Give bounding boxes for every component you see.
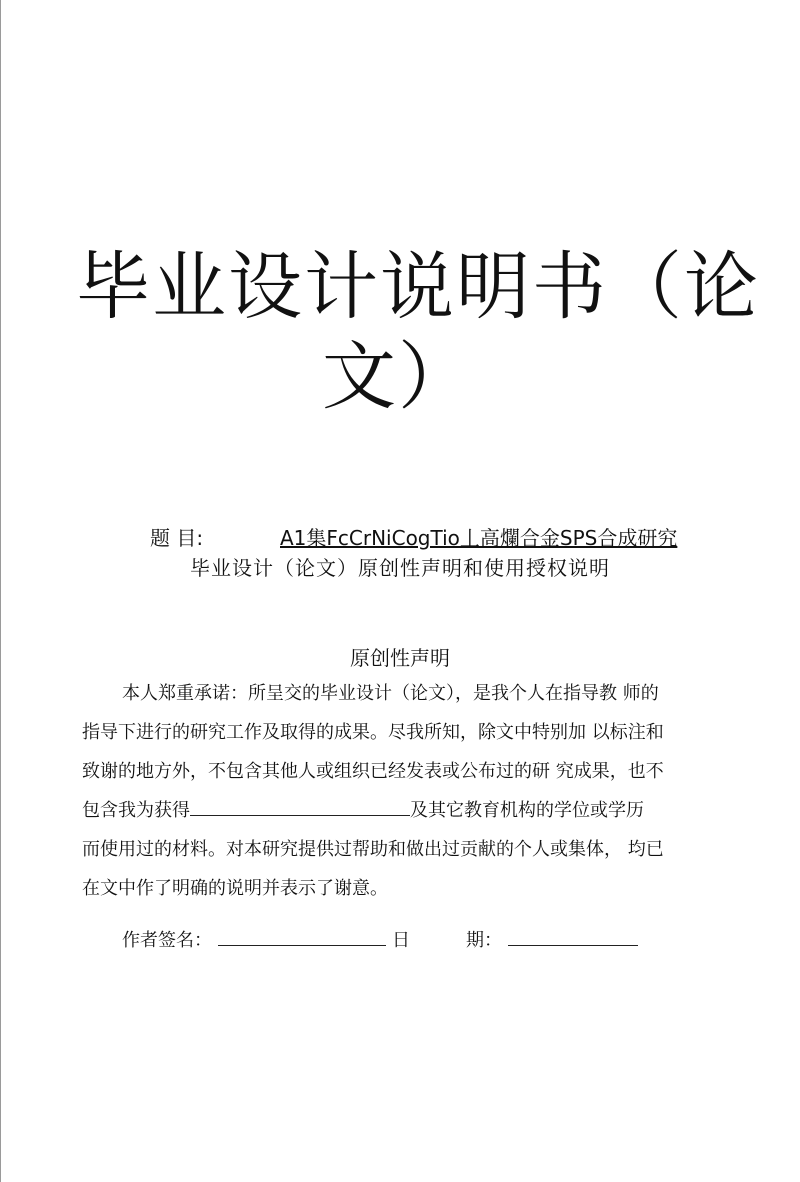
topic-label: 题 目: (150, 526, 204, 550)
degree-blank (190, 799, 410, 816)
author-signature-blank (218, 929, 386, 946)
date-label-2: 期： (466, 930, 502, 951)
main-title-line-2: 文） (322, 334, 474, 420)
paragraph-line: 致谢的地方外，不包含其他人或组织已经发表或公布过的研 究成果，也不 (82, 761, 664, 782)
author-signature-label: 作者签名： (122, 930, 212, 951)
date-label-1: 日 (392, 930, 410, 951)
paragraph-line: 指导下进行的研究工作及取得的成果。尽我所知，除文中特别加 以标注和 (82, 722, 664, 743)
page-border (0, 0, 1, 1182)
paragraph-text: 及其它教育机构的学位或学历 (410, 800, 644, 821)
declaration-title: 毕业设计（论文）原创性声明和使用授权说明 (190, 556, 610, 580)
paragraph-line: 在文中作了明确的说明并表示了谢意。 (82, 878, 388, 899)
originality-heading: 原创性声明 (350, 646, 450, 670)
originality-paragraph (82, 674, 752, 908)
topic-value: A1集FcCrNiCogTio丄高爛合金SPS合成研究 (280, 526, 678, 550)
paragraph-text: 包含我为获得 (82, 800, 190, 821)
paragraph-line: 本人郑重承诺：所呈交的毕业设计（论文），是我个人在指导教 师的 (122, 683, 659, 704)
date-blank (508, 929, 638, 946)
topic-row (150, 522, 677, 551)
signature-row (122, 926, 638, 952)
paragraph-line: 而使用过的材料。对本研究提供过帮助和做出过贡献的个人或集体， 均已 (82, 839, 664, 860)
paragraph-line-with-blank (82, 791, 752, 830)
main-title-line-1: 毕业设计说明书（论 (76, 244, 760, 330)
